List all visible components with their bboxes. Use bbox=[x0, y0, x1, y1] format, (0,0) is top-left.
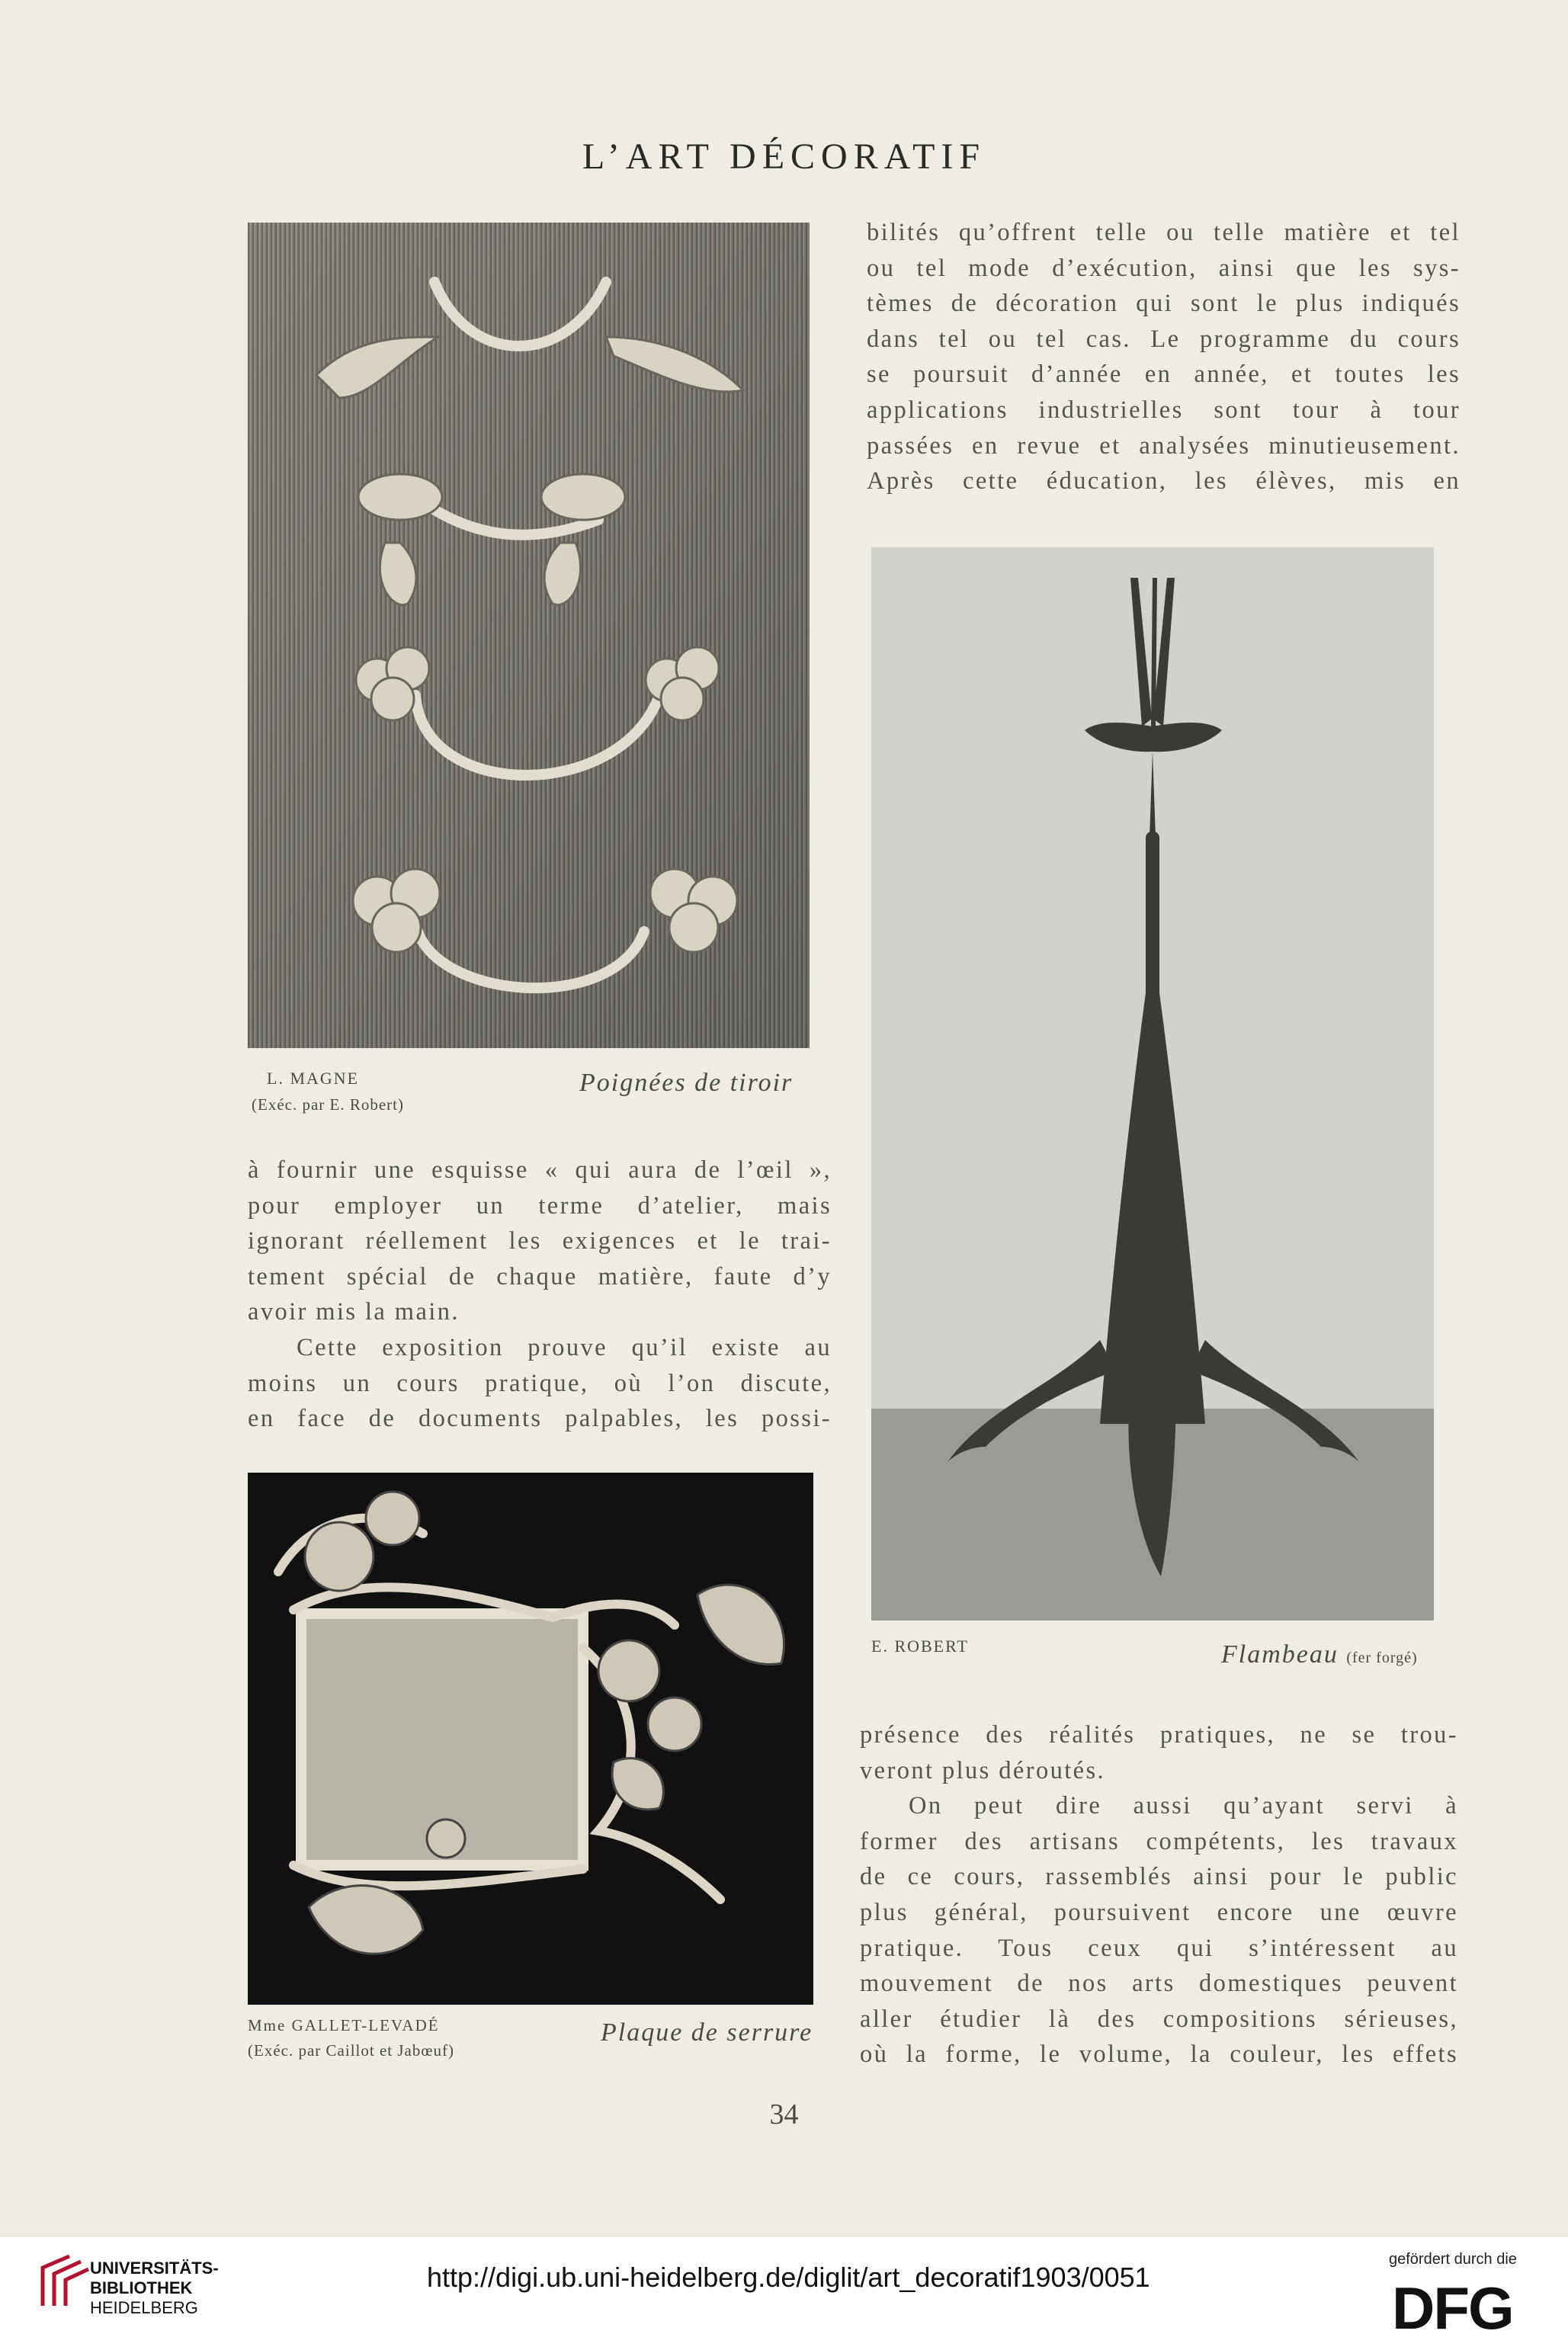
running-header: L’ART DÉCORATIF bbox=[582, 136, 986, 177]
photo-flambeau bbox=[871, 547, 1434, 1621]
text-line: pratique. Tous ceux qui s’intéressent au bbox=[860, 1934, 1458, 1962]
text-line: mouvement de nos arts domestiques peuvent bbox=[860, 1970, 1458, 1998]
text-line: tèmes de décoration qui sont le plus indiqués bbox=[867, 290, 1461, 318]
library-name-line: HEIDELBERG bbox=[90, 2298, 198, 2317]
text-line: moins un cours pratique, où l’on discute, bbox=[248, 1369, 832, 1397]
caption-author-magne: L. MAGNE bbox=[267, 1069, 360, 1088]
text-line: présence des réalités pratiques, ne se trou- bbox=[860, 1721, 1458, 1749]
text-line: où la forme, le volume, la couleur, les effets bbox=[860, 2041, 1458, 2069]
caption-note-fer-forge: (fer forgé) bbox=[1346, 1649, 1418, 1666]
text-line: ou tel mode d’exécution, ainsi que les sys- bbox=[867, 254, 1461, 282]
permalink-url[interactable]: http://digi.ub.uni-heidelberg.de/diglit/art_decoratif1903/0051 bbox=[427, 2262, 1150, 2293]
library-name-line: UNIVERSITÄTS- bbox=[90, 2259, 219, 2278]
text-line: bilités qu’offrent telle ou telle matière et tel bbox=[867, 219, 1461, 246]
photo-poignees-de-tiroir bbox=[248, 223, 810, 1048]
funding-label: gefördert durch die bbox=[1389, 2251, 1517, 2268]
caption-title-flambeau bbox=[1221, 1640, 1418, 1669]
caption-author-robert: E. ROBERT bbox=[871, 1637, 969, 1656]
text-line: passées en revue et analysées minutieusement. bbox=[867, 431, 1461, 460]
text-line: Après cette éducation, les élèves, mis en bbox=[867, 467, 1461, 495]
text-line: applications industrielles sont tour à tour bbox=[867, 396, 1461, 424]
text-line: plus général, poursuivent encore une œuvre bbox=[860, 1898, 1458, 1926]
text-line: On peut dire aussi qu’ayant servi à bbox=[909, 1792, 1458, 1820]
dfg-logo: DFG bbox=[1392, 2275, 1513, 2342]
caption-title-flambeau-text: Flambeau bbox=[1221, 1640, 1339, 1669]
caption-author-gallet-levade: Mme GALLET-LEVADÉ bbox=[248, 2016, 440, 2034]
text-right-bottom bbox=[860, 1717, 1458, 2073]
page-number: 34 bbox=[769, 2098, 799, 2130]
library-name-line: BIBLIOTHEK bbox=[90, 2278, 193, 2297]
text-left-mid bbox=[248, 1153, 832, 1437]
digitization-footer bbox=[0, 2237, 1568, 2350]
text-line: veront plus déroutés. bbox=[860, 1756, 1106, 1784]
text-line: former des artisans compétents, les travaux bbox=[860, 1827, 1458, 1855]
drawer-handles-image bbox=[248, 223, 810, 1048]
flambeau-image bbox=[871, 547, 1434, 1621]
text-line: se poursuit d’année en année, et toutes les bbox=[867, 361, 1461, 389]
text-right-top bbox=[867, 215, 1461, 499]
text-line: à fournir une esquisse « qui aura de l’œil », bbox=[248, 1156, 832, 1184]
text-line: Cette exposition prouve qu’il existe au bbox=[297, 1333, 832, 1361]
text-line: en face de documents palpables, les possi- bbox=[248, 1405, 832, 1433]
text-line: pour employer un terme d’atelier, mais bbox=[248, 1191, 832, 1220]
photo-plaque-de-serrure bbox=[248, 1473, 813, 2005]
caption-execution-robert: (Exéc. par E. Robert) bbox=[252, 1095, 405, 1114]
text-line: dans tel ou tel cas. Le programme du cours bbox=[867, 325, 1461, 353]
text-line: ignorant réellement les exigences et le trai- bbox=[248, 1227, 832, 1255]
caption-execution-caillot-jaboeuf: (Exéc. par Caillot et Jabœuf) bbox=[248, 2041, 454, 2060]
text-line: tement spécial de chaque matière, faute d’y bbox=[248, 1262, 832, 1290]
text-line: avoir mis la main. bbox=[248, 1298, 460, 1326]
plaque-image bbox=[248, 1473, 813, 2005]
caption-title-plaque: Plaque de serrure bbox=[601, 2018, 813, 2047]
text-line: aller étudier là des compositions sérieuses, bbox=[860, 2005, 1458, 2033]
text-line: de ce cours, rassemblés ainsi pour le public bbox=[860, 1863, 1458, 1891]
caption-title-poignees: Poignées de tiroir bbox=[579, 1069, 794, 1097]
library-name bbox=[90, 2259, 219, 2318]
